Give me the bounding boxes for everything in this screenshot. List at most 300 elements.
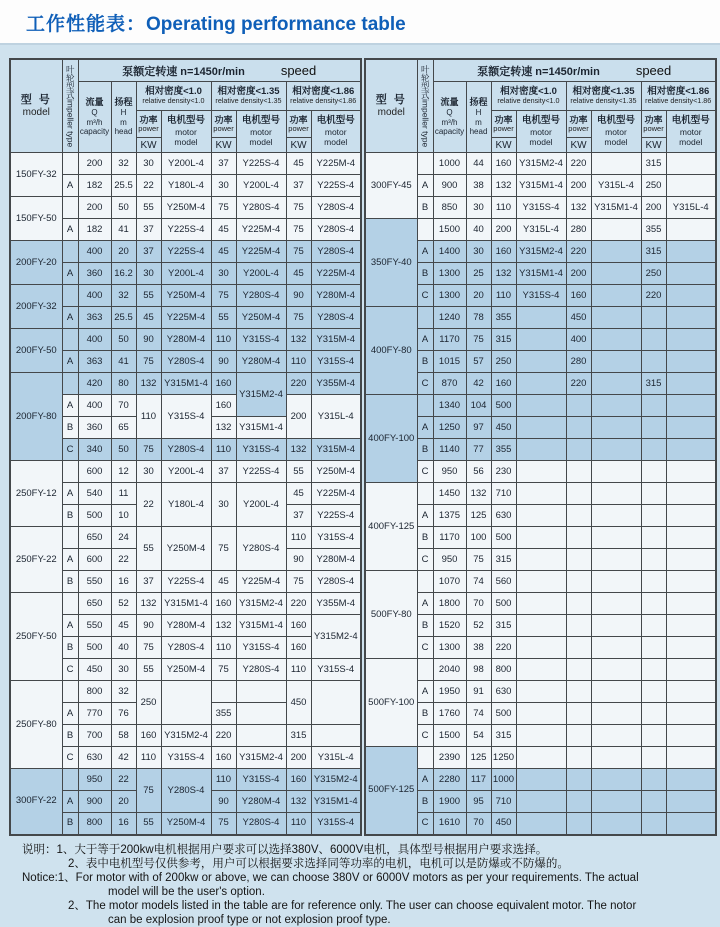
table-cell: 90 xyxy=(211,351,236,373)
table-cell: Y280S-4 xyxy=(236,813,286,835)
label-line: 扬程 xyxy=(114,97,133,108)
table-cell: Y315M1-4 xyxy=(516,263,566,285)
col-header-power xyxy=(641,110,666,138)
table-cell: 75 xyxy=(211,813,236,835)
table-cell xyxy=(566,769,591,791)
label-line: m³/h xyxy=(441,117,458,127)
table-cell xyxy=(591,417,641,439)
table-cell xyxy=(666,615,716,637)
table-cell: 75 xyxy=(286,571,311,593)
model-cell: 300FY-22 xyxy=(10,769,62,835)
table-cell xyxy=(211,681,236,703)
label-line: model xyxy=(529,137,553,148)
table-cell: 500 xyxy=(491,593,516,615)
table-cell: 22 xyxy=(136,175,161,197)
table-cell: Y280M-4 xyxy=(236,351,286,373)
kw-unit-cell: KW xyxy=(491,138,516,153)
table-cell: 160 xyxy=(211,373,236,395)
density-label-en: relative density<1.35 xyxy=(215,96,282,106)
table-cell: 75 xyxy=(286,241,311,263)
table-cell: 630 xyxy=(78,747,111,769)
col-header-capacity xyxy=(433,82,466,153)
table-cell: 75 xyxy=(136,439,161,461)
table-row xyxy=(10,351,361,373)
table-cell: 400 xyxy=(78,241,111,263)
model-cell: 350FY-40 xyxy=(365,219,417,307)
notes-line: model will be the user's option. xyxy=(108,885,265,898)
density-label-zh: 相对密度<1.35 xyxy=(572,86,635,98)
density-label-en: relative density<1.0 xyxy=(142,96,205,106)
model-cell: 400FY-100 xyxy=(365,395,417,483)
table-body xyxy=(365,153,716,835)
col-header-motor-model xyxy=(516,110,566,153)
density-label-zh: 相对密度<1.35 xyxy=(217,86,280,98)
table-cell: 650 xyxy=(78,527,111,549)
table-cell xyxy=(591,505,641,527)
table-cell: 1300 xyxy=(433,637,466,659)
impeller-type-cell: B xyxy=(417,439,433,461)
table-row xyxy=(10,153,361,175)
table-cell: 78 xyxy=(466,307,491,329)
table-cell: 91 xyxy=(466,681,491,703)
table-row xyxy=(10,725,361,747)
table-cell: 75 xyxy=(136,637,161,659)
table-cell: 132 xyxy=(211,417,236,439)
table-cell: 16.2 xyxy=(111,263,136,285)
table-cell xyxy=(641,329,666,351)
table-cell: 75 xyxy=(286,219,311,241)
table-cell: Y200L-4 xyxy=(236,483,286,527)
table-cell xyxy=(666,505,716,527)
table-cell: 770 xyxy=(78,703,111,725)
table-cell xyxy=(566,791,591,813)
table-cell: 76 xyxy=(111,703,136,725)
table-cell: 70 xyxy=(466,593,491,615)
notes-line: can be explosion proof type or not explosion proof type. xyxy=(108,913,391,926)
impeller-type-cell xyxy=(417,659,433,681)
table-cell: 450 xyxy=(286,681,311,725)
table-cell xyxy=(566,483,591,505)
table-cell: 90 xyxy=(286,549,311,571)
impeller-type-cell: C xyxy=(62,659,78,681)
model-cell: 250FY-80 xyxy=(10,681,62,769)
table-cell xyxy=(516,417,566,439)
table-cell xyxy=(516,571,566,593)
impeller-type-cell xyxy=(62,769,78,791)
label-line: capacity xyxy=(79,127,110,137)
table-cell xyxy=(666,439,716,461)
table-cell: 132 xyxy=(211,615,236,637)
impeller-type-cell: A xyxy=(62,549,78,571)
table-cell xyxy=(591,615,641,637)
table-cell xyxy=(591,439,641,461)
impeller-type-cell: A xyxy=(62,791,78,813)
table-cell: 132 xyxy=(136,373,161,395)
table-cell: 44 xyxy=(466,153,491,175)
impeller-type-cell: B xyxy=(417,263,433,285)
impeller-type-cell: A xyxy=(417,505,433,527)
col-header-head xyxy=(111,82,136,153)
impeller-type-cell: C xyxy=(417,461,433,483)
impeller-type-cell xyxy=(62,197,78,219)
table-cell: 500 xyxy=(491,395,516,417)
table-cell: 1800 xyxy=(433,593,466,615)
table-cell: 315 xyxy=(491,329,516,351)
table-cell: Y225S-4 xyxy=(161,571,211,593)
table-cell: 182 xyxy=(78,219,111,241)
table-cell xyxy=(666,725,716,747)
table-cell xyxy=(666,571,716,593)
table-cell: 360 xyxy=(78,263,111,285)
density-header-1 xyxy=(566,82,641,111)
table-cell: 220 xyxy=(211,725,236,747)
table-cell xyxy=(516,681,566,703)
table-row xyxy=(365,659,716,681)
notes-line: 2、表中电机型号仅供参考，用户可以根据要求选择同等功率的电机，电机可以是防爆或不防爆的。 xyxy=(68,857,569,870)
table-cell xyxy=(666,395,716,417)
table-cell: 75 xyxy=(211,197,236,219)
table-cell xyxy=(516,395,566,417)
table-row xyxy=(10,527,361,549)
table-cell: Y315L-4 xyxy=(591,175,641,197)
label-line: head xyxy=(469,127,488,137)
table-cell: 30 xyxy=(466,241,491,263)
table-cell: 100 xyxy=(466,527,491,549)
label-line: 流量 xyxy=(85,97,104,108)
table-cell: 30 xyxy=(211,175,236,197)
table-cell: 70 xyxy=(111,395,136,417)
col-header-model xyxy=(365,59,417,153)
table-cell: Y355M-4 xyxy=(311,593,361,615)
table-cell: 220 xyxy=(641,285,666,307)
table-cell xyxy=(591,219,641,241)
table-cell xyxy=(236,703,286,725)
table-cell: 110 xyxy=(136,395,161,439)
label-line: 流量 xyxy=(440,97,459,108)
table-cell: Y315M2-4 xyxy=(236,593,286,615)
table-row xyxy=(365,263,716,285)
table-cell: Y280S-4 xyxy=(311,241,361,263)
table-row xyxy=(10,659,361,681)
impeller-type-cell: A xyxy=(62,351,78,373)
table-cell: 42 xyxy=(466,373,491,395)
table-cell: 1250 xyxy=(433,417,466,439)
table-cell xyxy=(666,241,716,263)
table-cell: 1900 xyxy=(433,791,466,813)
table-cell xyxy=(516,329,566,351)
table-cell: 315 xyxy=(641,373,666,395)
speed-header-wrap xyxy=(435,60,715,81)
table-cell xyxy=(641,461,666,483)
table-cell: 1000 xyxy=(433,153,466,175)
impeller-type-cell: A xyxy=(417,417,433,439)
table-cell: 1500 xyxy=(433,725,466,747)
table-cell xyxy=(666,219,716,241)
table-cell: 710 xyxy=(491,483,516,505)
density-label-en: relative density<1.86 xyxy=(645,96,712,106)
page-title-zh: 工作性能表： xyxy=(26,14,147,35)
table-cell xyxy=(641,703,666,725)
col-header-motor-model xyxy=(311,110,361,153)
table-cell xyxy=(591,813,641,835)
table-cell: Y280S-4 xyxy=(311,307,361,329)
table-cell: 1520 xyxy=(433,615,466,637)
table-cell: Y315S-4 xyxy=(161,395,211,439)
table-cell xyxy=(516,813,566,835)
table-row xyxy=(10,219,361,241)
table-cell: 400 xyxy=(78,395,111,417)
table-cell xyxy=(641,725,666,747)
power-label-en: power xyxy=(138,124,159,134)
table-cell xyxy=(566,505,591,527)
table-cell: 125 xyxy=(466,747,491,769)
table-row xyxy=(10,395,361,417)
table-cell xyxy=(516,461,566,483)
density-label-en: relative density<1.86 xyxy=(290,96,357,106)
table-cell: 55 xyxy=(136,197,161,219)
table-cell: 550 xyxy=(78,571,111,593)
model-cell: 250FY-50 xyxy=(10,593,62,681)
label-line: model xyxy=(174,137,198,148)
table-cell: Y250M-4 xyxy=(161,527,211,571)
table-cell: 220 xyxy=(566,373,591,395)
table-row xyxy=(365,373,716,395)
table-cell: Y315M2-4 xyxy=(161,725,211,747)
table-row xyxy=(10,285,361,307)
table-cell: Y225M-4 xyxy=(311,153,361,175)
label-line: m³/h xyxy=(86,117,103,127)
table-cell: 450 xyxy=(491,417,516,439)
table-cell: 800 xyxy=(78,681,111,703)
table-cell: 400 xyxy=(78,329,111,351)
table-cell: 220 xyxy=(566,241,591,263)
impeller-type-cell: C xyxy=(417,285,433,307)
label-line: 电机型号 xyxy=(596,114,635,126)
table-row xyxy=(365,527,716,549)
table-row xyxy=(365,307,716,329)
table-cell xyxy=(566,659,591,681)
table-row xyxy=(365,285,716,307)
impeller-type-label: 叶轮型式impeller type xyxy=(420,64,431,148)
power-label-zh: 功率 xyxy=(139,114,158,125)
table-cell: Y280S-4 xyxy=(161,769,211,813)
impeller-type-cell: B xyxy=(417,351,433,373)
table-cell xyxy=(566,813,591,835)
table-cell: Y225S-4 xyxy=(236,153,286,175)
table-cell: 363 xyxy=(78,351,111,373)
table-cell: 220 xyxy=(286,593,311,615)
table-row xyxy=(365,219,716,241)
table-cell xyxy=(516,769,566,791)
table-cell: 110 xyxy=(286,659,311,681)
table-row xyxy=(365,703,716,725)
table-cell: 10 xyxy=(111,505,136,527)
impeller-type-cell: C xyxy=(417,549,433,571)
table-cell: 800 xyxy=(78,813,111,835)
table-cell xyxy=(516,791,566,813)
left-performance-table xyxy=(9,58,362,836)
table-row xyxy=(365,461,716,483)
table-cell: Y315S-4 xyxy=(236,439,286,461)
table-cell: 950 xyxy=(433,549,466,571)
table-cell: Y200L-4 xyxy=(161,461,211,483)
table-cell: 75 xyxy=(211,659,236,681)
table-cell: 540 xyxy=(78,483,111,505)
col-header-power xyxy=(286,110,311,138)
table-row xyxy=(10,483,361,505)
table-cell xyxy=(516,549,566,571)
table-cell: Y225M-4 xyxy=(236,241,286,263)
model-cell: 200FY-50 xyxy=(10,329,62,373)
table-cell xyxy=(516,483,566,505)
table-cell: 74 xyxy=(466,571,491,593)
table-cell: 30 xyxy=(466,197,491,219)
table-cell: 315 xyxy=(491,615,516,637)
table-row xyxy=(365,153,716,175)
table-row xyxy=(365,747,716,769)
impeller-type-cell xyxy=(62,461,78,483)
impeller-type-cell: C xyxy=(417,373,433,395)
density-header-2 xyxy=(286,82,361,111)
table-cell: Y250M-4 xyxy=(236,307,286,329)
table-cell: 110 xyxy=(136,747,161,769)
table-cell: 630 xyxy=(491,505,516,527)
table-row xyxy=(365,175,716,197)
table-cell: 16 xyxy=(111,571,136,593)
impeller-type-cell xyxy=(62,373,78,395)
table-cell xyxy=(516,351,566,373)
table-cell: 55 xyxy=(211,307,236,329)
table-cell xyxy=(566,417,591,439)
table-cell: 1015 xyxy=(433,351,466,373)
power-label-zh: 功率 xyxy=(644,114,663,125)
table-cell: 30 xyxy=(211,483,236,527)
table-cell: Y315M1-4 xyxy=(236,615,286,637)
table-cell: 550 xyxy=(78,615,111,637)
table-cell: 45 xyxy=(286,483,311,505)
table-cell xyxy=(641,791,666,813)
table-cell: Y315M2-4 xyxy=(236,373,286,417)
table-cell xyxy=(641,813,666,835)
impeller-type-cell: C xyxy=(62,747,78,769)
model-cell: 150FY-50 xyxy=(10,197,62,241)
table-cell: 132 xyxy=(566,197,591,219)
table-cell: Y180L-4 xyxy=(161,175,211,197)
label-line: 电机型号 xyxy=(241,114,280,126)
impeller-type-cell: A xyxy=(62,615,78,637)
impeller-type-cell: A xyxy=(417,175,433,197)
table-cell xyxy=(591,549,641,571)
table-cell: 16 xyxy=(111,813,136,835)
table-cell: 98 xyxy=(466,659,491,681)
table-cell: 110 xyxy=(491,197,516,219)
table-row xyxy=(365,615,716,637)
table-cell: 1240 xyxy=(433,307,466,329)
table-cell: Y250M-4 xyxy=(161,659,211,681)
table-row xyxy=(365,483,716,505)
table-row xyxy=(10,747,361,769)
table-cell xyxy=(641,395,666,417)
table-cell: 40 xyxy=(466,219,491,241)
table-cell: 55 xyxy=(136,285,161,307)
table-cell xyxy=(591,725,641,747)
table-cell xyxy=(641,483,666,505)
table-cell: 1070 xyxy=(433,571,466,593)
table-cell xyxy=(641,571,666,593)
table-cell: 200 xyxy=(78,197,111,219)
table-cell: Y280S-4 xyxy=(161,439,211,461)
density-header-0 xyxy=(136,82,211,111)
table-cell: 200 xyxy=(566,175,591,197)
table-cell xyxy=(236,681,286,703)
table-row xyxy=(10,593,361,615)
impeller-type-cell: C xyxy=(417,813,433,835)
table-cell xyxy=(666,703,716,725)
table-cell: 400 xyxy=(566,329,591,351)
table-cell: 2280 xyxy=(433,769,466,791)
table-cell xyxy=(591,373,641,395)
table-row xyxy=(10,439,361,461)
table-cell: Y315S-4 xyxy=(311,813,361,835)
label-line: Q xyxy=(446,108,453,117)
table-cell: Y315M1-4 xyxy=(311,791,361,813)
table-cell xyxy=(516,373,566,395)
col-header-power xyxy=(491,110,516,138)
table-row xyxy=(365,637,716,659)
table-cell: 160 xyxy=(491,153,516,175)
table-row xyxy=(365,417,716,439)
label-line: 电机型号 xyxy=(521,114,560,126)
table-cell: 420 xyxy=(78,373,111,395)
table-cell: 132 xyxy=(286,791,311,813)
table-cell xyxy=(566,747,591,769)
table-cell xyxy=(666,329,716,351)
table-cell: Y355M-4 xyxy=(311,373,361,395)
table-cell: Y280S-4 xyxy=(236,197,286,219)
table-row xyxy=(365,351,716,373)
table-cell xyxy=(666,549,716,571)
table-cell xyxy=(311,725,361,747)
model-label-zh: 型 号 xyxy=(20,93,52,106)
table-cell: 110 xyxy=(211,329,236,351)
table-cell: 630 xyxy=(491,681,516,703)
table-cell: 450 xyxy=(78,659,111,681)
impeller-type-cell xyxy=(417,153,433,175)
table-row xyxy=(365,791,716,813)
model-label-en: model xyxy=(377,106,405,118)
table-cell xyxy=(516,439,566,461)
table-cell: 56 xyxy=(466,461,491,483)
model-cell: 200FY-32 xyxy=(10,285,62,329)
impeller-type-cell xyxy=(417,483,433,505)
table-cell: 32 xyxy=(111,681,136,703)
table-row xyxy=(10,681,361,703)
table-cell: 75 xyxy=(136,769,161,813)
table-row xyxy=(10,373,361,395)
col-header-head xyxy=(466,82,491,153)
table-cell: 1760 xyxy=(433,703,466,725)
table-cell: 110 xyxy=(491,285,516,307)
table-cell: 1300 xyxy=(433,285,466,307)
table-cell: 37 xyxy=(136,571,161,593)
table-cell: Y315S-4 xyxy=(311,351,361,373)
table-cell: 75 xyxy=(466,549,491,571)
table-cell: 250 xyxy=(641,263,666,285)
table-cell: 57 xyxy=(466,351,491,373)
table-cell: Y225M-4 xyxy=(311,483,361,505)
table-cell: 75 xyxy=(466,329,491,351)
table-cell xyxy=(591,351,641,373)
